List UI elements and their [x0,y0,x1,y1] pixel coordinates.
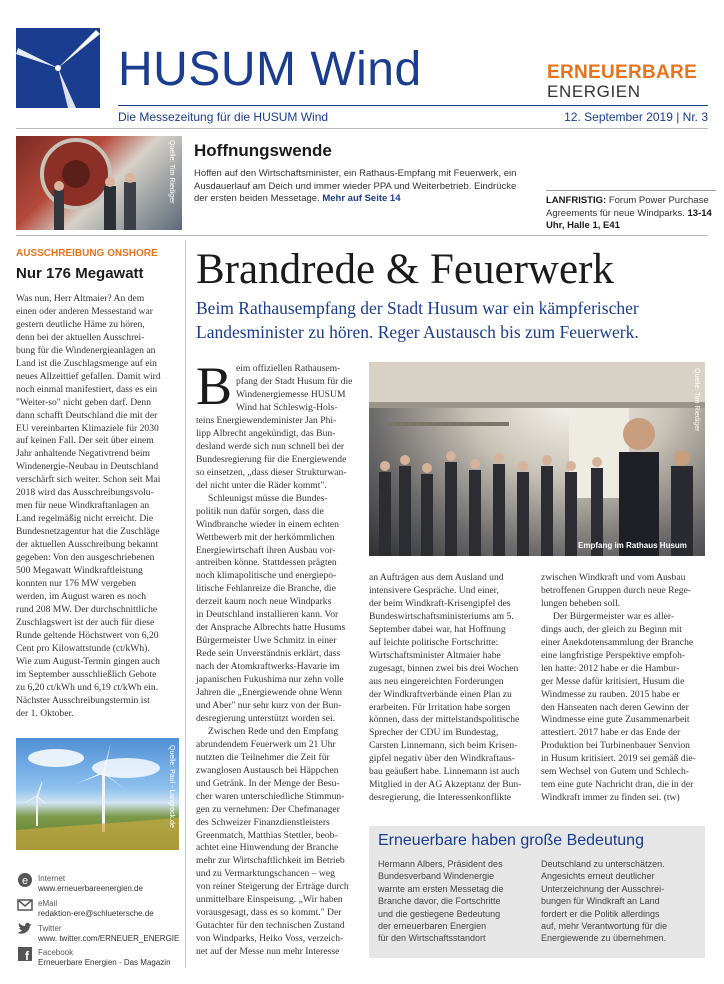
col1-line: antreiben könne. Stattdessen prägten [196,557,337,569]
col1-line: vorausgesagt, dass es so kommt." Der [196,907,342,919]
col2-line: erarbeiten. Für Irritation habe sorgen [369,701,511,713]
wind-turbine-logo-icon [16,28,100,108]
left-article-line: Bundesnetzagentur hat die Zuschläge [16,526,160,538]
box-right-line: Energiewende zu übernehmen. [541,933,667,944]
twitter-link[interactable]: www. twitter.com/ERNEUER_ENERGIE [38,934,180,943]
col1-line: und Aber" nur sehr kurz von der Bun- [196,699,342,711]
left-article-line: gestern deutliche Häme zu hören, [16,318,145,330]
left-article-line: der 1. Oktober. [16,707,74,719]
box-right-line: Unterzeichnung der Ausschrei- [541,883,665,894]
col1-line: nutzten die Teilnehmer die Zeit für [196,751,330,763]
dropcap: B [196,356,233,416]
box-left-line: warnte am ersten Messetag die [378,883,504,894]
col3-line: Windmesse zu rauben. 2015 habe er [541,688,680,700]
col2-line: können, dass der mittelstandspolitische [369,714,520,726]
col1-line: Energiewirtschaft ihren Ausbau vor- [196,544,336,556]
left-article-line: werden, im August waren es noch [16,590,147,602]
teaser-bottom-rule [16,235,708,236]
col3-line: Windkraft immer zu finden sei. (tw) [541,792,680,804]
teaser-more-link[interactable]: Mehr auf Seite 14 [322,193,401,204]
left-article-line: Land ist die Zuschlagsmenge auf ein [16,357,157,369]
facebook-link[interactable]: Erneuerbare Energien - Das Magazin [38,958,171,967]
left-article-line: im September ausschließlich Gebote [16,668,157,680]
main-headline: Brandrede & Feuerwerk [196,246,614,293]
col3-line: dings auch, der gleich zu Beginn mit [541,623,682,635]
left-article-line: Land regelmäßig nicht erreicht. Die [16,513,154,525]
svg-text:e: e [21,875,29,887]
left-article-line: 500 Megawatt Windkraftleistung [16,565,143,577]
col1-line: Zwischen Rede und den Empfang [196,725,339,737]
email-link[interactable]: redaktion-ere@schluetersche.de [38,909,154,918]
contact-email [38,899,154,919]
col2-line: Sprecher der CDU im Bundestag, [369,727,499,739]
col1-intro-line: pfang der Stadt Husum für die [236,375,353,387]
col1-line: cher waren unterschiedliche Stimmun- [196,790,345,802]
header-divider [118,105,708,106]
left-article-line: rund 208 MW. Der durchschnittliche [16,603,158,615]
article-col2 [369,572,533,805]
teaser-headline: Hoffnungswende [194,141,332,160]
col1-line: und Getränk. In der Menge der Besu- [196,777,340,789]
left-article-body [16,293,179,720]
left-article-line: bung für die Windenergieanlagen an [16,344,156,356]
left-article-line: Jahr anhaltende Negativtrend beim [16,448,150,460]
col3-line: zwischen Windkraft und vom Ausbau [541,572,686,583]
lanfristig-note [546,190,716,233]
col1-line: von Windparks, Heiko Voss, verzeich- [196,933,344,945]
article-col1 [196,415,360,959]
col2-line: der beim Windkraft-Krisengipfel des [369,597,511,609]
col1-line: von reiner Steigerung der Erträge durch [196,881,349,893]
left-article-line: einen oder anderen Messestand war [16,305,153,317]
col1-line: Rede sein Unverständnis erklärt, dass [196,648,341,660]
col1-line: Gutachter für den technischen Zustand [196,920,345,932]
col3-line: Produktion bei Turbinenbauer Senvion [541,740,690,752]
lanfristig-label: LANFRISTIG: [546,195,607,206]
internet-icon [16,872,34,890]
box-left-line: und die gestiegene Bedeutung [378,908,501,919]
wind-turbine-photo [16,738,179,850]
col2-line: auf leichte politische Fortschritte: [369,636,499,648]
contact-internet [38,874,143,894]
col1-line: desregierung unterstützt worden sei. [196,712,336,724]
col3-line: len hatte: 2012 habe er die Hambur- [541,662,680,674]
col2-line: Carsten Linnemann, sich beim Krisen- [369,740,518,752]
col1-line: politik nun dafür sorgen, dass die [196,505,324,517]
email-label: eMail [38,899,58,908]
col2-line: Mitglied in der AG Akzeptanz der Bun- [369,779,522,791]
left-article-line: auf keinen Fall. Der seit über einem [16,435,154,447]
lanfristig-text: Forum Power Purchase Agreements für neue Windparks. [546,195,709,219]
col3-line: ger Messe dafür kritisiert, Husum die [541,675,685,687]
col1-line: noch klimapolitische und energiepo- [196,570,337,582]
issue-date: 12. September 2019 | Nr. 3 [564,110,708,124]
col3-line: betroffenen Gruppen durch neue Rege- [541,584,692,596]
box-right-line: bungen für Windkraft an Land [541,896,660,907]
col1-line: derzeit kaum noch neue Windparks [196,596,332,608]
left-article-line: denn bei der aktuellen Ausschrei- [16,331,145,343]
col1-line: in Deutschland installieren kann. Vor [196,609,339,621]
col1-line: teins Energiewendeminister Jan Phi- [196,415,337,426]
reception-photo [369,362,705,556]
col1-intro-line: Windenergiemesse HUSUM [236,388,346,400]
box-left-line: für den Wirtschaftsstandort [378,933,486,944]
col2-line: desregierung, die Interessenkonflikte [369,792,511,804]
left-article-line: noch einmal manifestiert, dass es ein [16,383,158,395]
col1-line: Windbranche wieder in einem echten [196,518,339,530]
col1-line: del nicht unter die Räder kommt". [196,479,327,491]
left-article-line: verschärft sich weiter. Schon seit Mai [16,474,161,486]
box-right-line: fordert er die Politik allerdings [541,908,660,919]
left-article-line: Zuschlagswert ist der auch für diese [16,616,155,628]
box-left-line: Branche davor, die Fortschritte [378,896,501,907]
brand-erneuerbare: ERNEUERBARE [547,62,698,83]
col1-line: japanischen Fukushima nur zehn volle [196,674,344,686]
facebook-icon [16,946,34,964]
col1-line: achtet eine Hinwendung der Branche [196,842,339,854]
left-article-line: Wie zum August-Termin gingen auch [16,655,160,667]
col1-line: desland werde sich nun schnell bei der [196,440,345,452]
col3-line: einer Anekdotensammlung der Branche [541,636,694,648]
col2-line: intensivere Gespräche. Und einer, [369,584,499,596]
box-left-line: der erneuerbaren Energien [378,921,487,932]
col3-line: den Hanseaten nach deren Gewinn der [541,701,689,713]
col1-line: mehr zur Wirtschaftlichkeit im Betrieb [196,855,345,867]
col1-intro-line: eim offiziellen Rathausem- [236,363,341,374]
info-box-right-text [541,858,701,945]
col1-line: der Ansprache Albrechts hatte Husums [196,622,346,634]
masthead-title: HUSUM Wind [118,43,422,96]
left-article-line: Windenergie-Neubau in Deutschland [16,461,159,473]
col1-line: des Schweizer Finanzdienstleisters [196,816,330,828]
left-article-line: 2018 wird das Ausschreibungsvolu- [16,487,154,499]
col1-line: nach der Atomkraftwerks-Havarie im [196,661,340,673]
col1-line: Bürgermeister Uwe Schmitz in einer [196,635,337,647]
col1-line: Jahren die „Energiewende ohne Wenn [196,687,342,699]
col3-line: in Husum kritisiert. 2019 sei gemäß die- [541,753,696,765]
col1-line: Wettbewerb mit der herkömmlichen [196,531,335,543]
left-article-line: der aktuellen Ausschreibung bekannt [16,539,158,551]
wind-photo-credit: Quelle: Paul - Langrock.de [168,745,175,828]
left-article-line: Was nun, Herr Altmaier? An dem [16,293,145,304]
facebook-label: Facebook [38,948,74,957]
contact-facebook [38,948,171,968]
col1-line: so einsetzen, „dass dieser Strukturwan- [196,466,347,478]
email-icon [16,898,34,916]
box-left-line: Hermann Albers, Präsident des [378,859,503,869]
col1-line: unmittelbare Einspeisung. „Wir haben [196,894,343,906]
col2-line: bau geäußert habe. Linnemann ist auch [369,766,520,778]
internet-label: Internet [38,874,66,883]
left-headline: Nur 176 Megawatt [16,265,144,282]
col3-line: sem Wechsel von Gutem und Schlech- [541,766,689,778]
col3-line: lungen beheben soll. [541,597,621,609]
col1-line: litische Fehlanreize die Branche, die [196,583,336,595]
left-article-line: men für neue Windkraftanlagen an [16,500,150,512]
col1-line: net auf der Messe nun mehr Interesse [196,946,340,958]
info-box-headline: Erneuerbare haben große Bedeutung [378,832,644,849]
col3-line: tem eine gute Nachricht dran, die in der [541,779,694,791]
col3-line: eine langfristige Perspektive empfoh- [541,649,686,661]
teaser-photo [16,136,182,230]
col1-line: zwanglosen Austausch bei Häppchen [196,764,339,776]
left-article-line: dann schafft Deutschland die mit der [16,409,158,421]
teaser-body [194,168,530,206]
col2-line: Wirtschaftsminister Altmaier habe [369,649,501,661]
col1-line: gen zu vernehmen: Der Chefmanager [196,803,340,815]
box-left-line: Bundesverband Windenergie [378,871,495,882]
col1-line: und zu Vermarktungschancen – weg [196,868,335,880]
col2-line: zugesagt, binnen zwei bis drei Wochen [369,662,519,674]
col2-line: an Aufträgen aus dem Ausland und [369,572,504,583]
left-article-line: konnten nur 176 MW vergeben [16,577,137,589]
left-article-line: gegeben: Von den ausgeschriebenen [16,552,155,564]
col2-line: September dabei war, hat Hoffnung [369,623,506,635]
masthead-subtitle: Die Messezeitung für die HUSUM Wind [118,110,329,124]
col1-line: Schleunigst müsse die Bundes- [196,492,328,504]
col3-line: Windmesse eine gute Zusammenarbeit [541,714,690,726]
main-subheadline: Beim Rathausempfang der Stadt Husum war ein kämpferischer Landesminister zu hören. Reger Austausch bis zum Feuerwerk. [196,298,639,342]
left-article-line: zu 6,20 ct/kWh und 6,19 ct/kWh ein. [16,681,159,693]
col3-line: attestiert. 2017 habe er das Ende der [541,727,681,739]
col1-intro-line: Wind hat Schleswig-Hols- [236,401,338,413]
col3-line: Der Bürgermeister war es aller- [541,610,675,622]
brand-energien: ENERGIEN [547,82,641,101]
col2-line: gipfel negativ über den Windkraftaus- [369,753,515,765]
col1-line: lipp Albrecht angekündigt, das Bun- [196,427,336,439]
left-article-line: Cent pro Kilowattstunde (ct/kWh). [16,642,150,654]
col2-line: aus neu eingereichten Forderungen [369,675,504,687]
box-right-line: Angesichts erneut deutlicher [541,871,655,882]
husum-wind-logo [16,28,100,108]
twitter-icon [16,922,34,940]
reception-photo-caption: Empfang im Rathaus Husum [578,541,687,550]
col1-line: Bundesregierung für die Energiewende [196,453,347,465]
col1-line: Greenmatch, Matthias Stettler, beob- [196,829,338,841]
left-article-line: "Weiter-so" nicht geben darf. Denn [16,396,152,408]
info-box-left-text [378,858,533,945]
col2-line: der Windkraftverbände einen Plan zu [369,688,512,700]
col1-line: abrundendem Feuerwerk um 21 Uhr [196,738,336,750]
lanfristig-time: 13-14 Uhr, Halle 1, E41 [546,207,712,231]
teaser-text: Hoffen auf den Wirtschaftsminister, ein Rathaus-Empfang mit Feuerwerk, ein Ausdauerlauf am Deich und immer wieder PPA und Weiterbetrieb. Eindrücke der ersten beiden Messetage. [194,168,517,204]
article-col1-intro [236,363,360,415]
left-kicker: AUSSCHREIBUNG ONSHORE [16,248,158,259]
reception-photo-credit: Quelle: Tim Riediger [693,368,700,432]
header-bottom-rule [16,128,708,129]
contact-twitter [38,924,179,944]
box-right-line: auf, mehr Verantwortung für die [541,921,668,932]
left-article-line: Nächster Ausschreibungstermin ist [16,694,150,706]
svg-text:f: f [25,949,29,962]
left-article-line: EU vereinbarten Klimaziele für 2030 [16,422,159,434]
box-right-line: Deutschland zu unterschätzen. [541,859,665,869]
internet-link[interactable]: www.erneuerbareenergien.de [38,884,143,893]
col2-line: Bundeswirtschaftsministeriums am 5. [369,610,514,622]
twitter-label: Twitter [38,924,62,933]
left-article-line: Runde geltende Höchstwert von 6,20 [16,629,159,641]
article-col3 [541,572,705,805]
left-article-line: neues Allzeittief gefallen. Damit wird [16,370,161,382]
column-divider [185,240,186,968]
teaser-photo-credit: Quelle: Tim Riediger [168,140,175,204]
